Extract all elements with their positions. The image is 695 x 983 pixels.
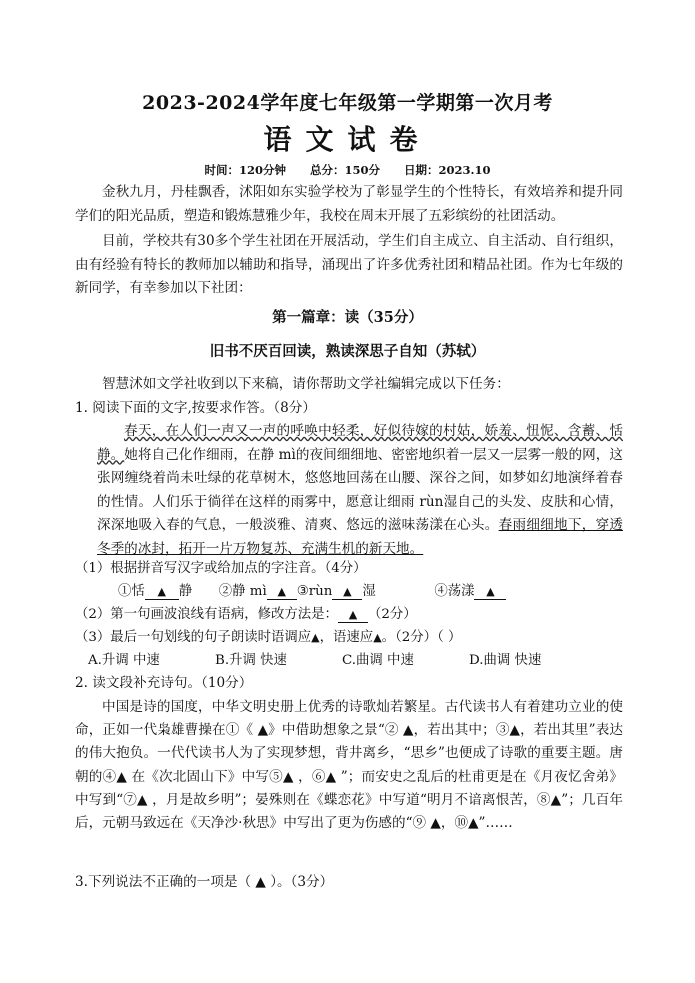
option-d[interactable]: D.曲调 快速 bbox=[469, 653, 542, 668]
q1-passage-body: 她将自己化作细雨，在静 mì的夜间细细地、密密地织着一层又一层雾一般的网，这张网缠绕着尚未吐绿的花草树木，悠悠地回荡在山腰、深谷之间，如梦如幻地演绎着春的性情。人们乐于徜徉在这样的雨雾中，愿意让细雨 rùn湿自己的头发、皮肤和心情，深深地吸入春的气息，一般淡雅、清爽、悠远的滋味荡漾在心头。 bbox=[97, 446, 623, 533]
option-b[interactable]: B.升调 快速 bbox=[215, 653, 287, 668]
q2-stem: 2. 读文段补充诗句。（10分） bbox=[75, 675, 253, 691]
answer-blank[interactable]: ▲ bbox=[145, 584, 179, 600]
exam-meta bbox=[0, 162, 695, 178]
option-c[interactable]: C.曲调 中速 bbox=[342, 653, 414, 668]
q1-sub3: （3）最后一句划线的句子朗读时语调应▲，语速应▲。（2分）（ ） bbox=[75, 630, 462, 645]
subject-title: 语文试卷 bbox=[263, 123, 432, 156]
answer-blank[interactable]: ▲ bbox=[338, 607, 368, 623]
q1-options bbox=[88, 649, 541, 668]
q2-paragraph: 中国是诗的国度，中华文明史册上优秀的诗歌灿若繁星。古代读书人有着建功立业的使命，正如一代枭雄曹操在①《 ▲》中借助想象之景“② ▲，若出其中；③▲，若出其里”表达的伟大抱负。一代代读书人为了实现梦想，背井离乡，“思乡”也便成了诗歌的重要主题。唐朝的④▲ 在《次北固山下》中写⑤▲ ，⑥▲ ”；而安史之乱后的杜甫更是在《月夜忆舍弟》中写到“⑦▲ ，月是故乡明”；晏殊则在《蝶恋花》中写道“明月不谙离恨苦，⑧▲”；几百年后，元朝马致远在《天净沙·秋思》中写出了更为伤感的“⑨ ▲，⑩▲”…… bbox=[75, 699, 623, 832]
q1-wavy-sentence: 春天，在人们一声又一声的呼唤中轻柔，好似待嫁的村姑，娇羞、忸怩、含蓄、恬静。 bbox=[97, 423, 623, 463]
intro-paragraph-1: 金秋九月，丹桂飘香，沭阳如东实验学校为了彰显学生的个性特长，有效培养和提升同学们的阳光品质，塑造和锻炼慧雅少年，我校在周末开展了五彩缤纷的社团活动。 bbox=[75, 184, 623, 224]
chapter-title: 第一篇章：读（35分） bbox=[272, 309, 423, 326]
exam-date: 日期：2023.10 bbox=[404, 163, 491, 177]
option-a[interactable]: A.升调 中速 bbox=[88, 653, 160, 668]
q1-underlined-sentence: 春雨细细地下，穿透冬季的冰封，拓开一片万物复苏、充满生机的新天地。 bbox=[97, 517, 624, 557]
answer-blank[interactable]: ▲ bbox=[267, 584, 297, 600]
chapter-motto: 旧书不厌百回读，熟读深思子自知（苏轼） bbox=[209, 343, 486, 360]
exam-title: 2023-2024学年度七年级第一学期第一次月考 bbox=[142, 92, 553, 114]
exam-score: 总分：150分 bbox=[309, 163, 380, 177]
chapter-lead: 智慧沭如文学社收到以下来稿，请你帮助文学社编辑完成以下任务： bbox=[102, 376, 510, 392]
answer-blank[interactable]: ▲ bbox=[332, 584, 362, 600]
answer-blank[interactable]: ▲ bbox=[474, 584, 506, 600]
q1-sub1-items: ①恬 ▲ 静 ②静 mì ▲ ③rùn ▲ 湿 ④荡漾 ▲ bbox=[118, 580, 506, 600]
intro-paragraph-2: 目前，学校共有30多个学生社团在开展活动，学生们自主成立、自主活动、自行组织，由有经验有特长的教师加以辅助和指导，涌现出了许多优秀社团和精品社团。作为七年级的新同学，有幸参加以下社团： bbox=[75, 233, 623, 296]
exam-time: 时间：120分钟 bbox=[204, 163, 286, 177]
q1-passage bbox=[97, 420, 623, 561]
q1-stem: 1. 阅读下面的文字,按要求作答。（8分） bbox=[75, 400, 316, 416]
q3-stem: 3.下列说法不正确的一项是（ ▲ ）。（3分） bbox=[75, 874, 334, 890]
q1-sub1: （1）根据拼音写汉字或给加点的字注音。（4分） bbox=[75, 561, 367, 576]
q1-sub2: （2）第一句画波浪线有语病，修改方法是： ▲ （2分） bbox=[75, 607, 417, 622]
